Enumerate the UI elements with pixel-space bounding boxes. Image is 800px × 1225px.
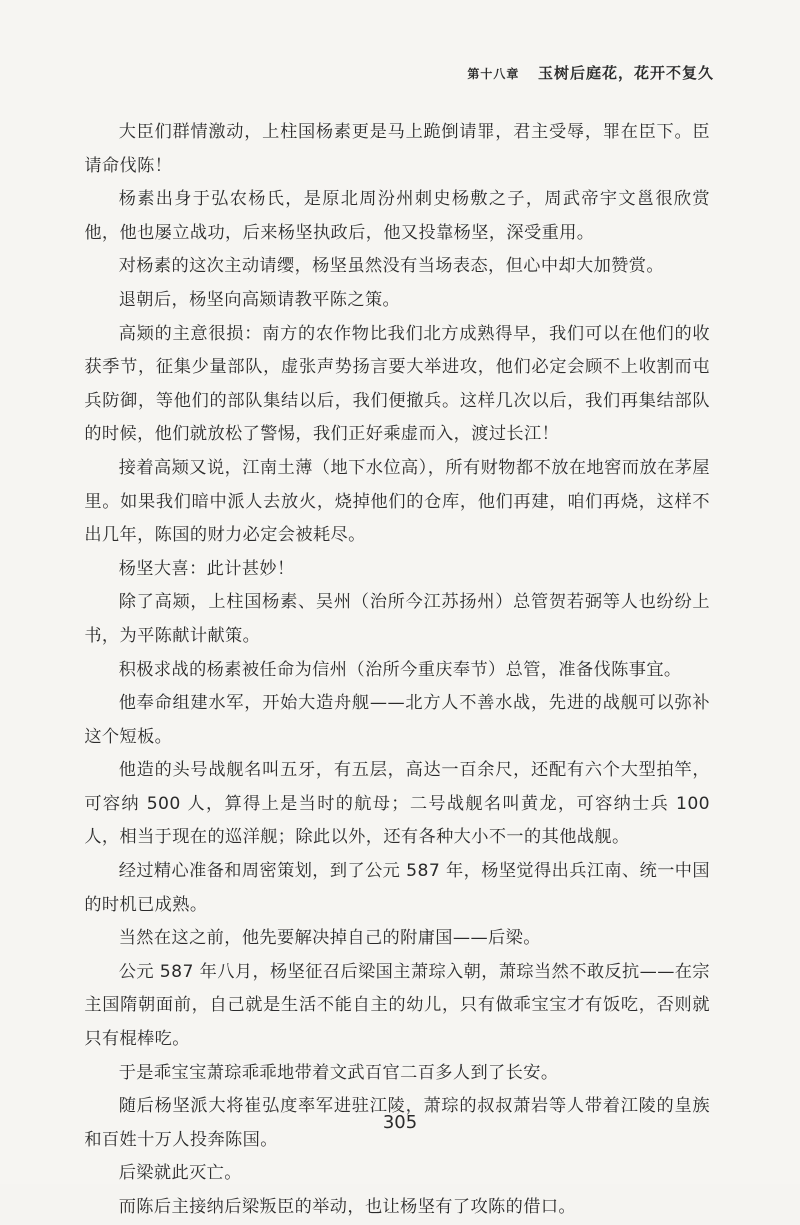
paragraph: 除了高颎，上柱国杨素、吴州（治所今江苏扬州）总管贺若弼等人也纷纷上书，为平陈献计献策。 xyxy=(84,592,710,646)
paragraph: 他造的头号战舰名叫五牙，有五层，高达一百余尺，还配有六个大型拍竿，可容纳 500 人，算得上是当时的航母；二号战舰名叫黄龙，可容纳士兵 100 人，相当于现在的巡洋舰；除此以外，还有各种大小不一的其他战舰。 xyxy=(84,760,710,848)
running-header xyxy=(467,62,714,83)
paragraph: 杨素出身于弘农杨氏，是原北周汾州刺史杨敷之子，周武帝宇文邕很欣赏他，他也屡立战功，后来杨坚执政后，他又投靠杨坚，深受重用。 xyxy=(84,189,710,243)
body-text xyxy=(84,116,710,1225)
paragraph: 后梁就此灭亡。 xyxy=(118,1163,242,1184)
paragraph: 当然在这之前，他先要解决掉自己的附庸国——后梁。 xyxy=(118,928,541,949)
paragraph: 他奉命组建水军，开始大造舟舰——北方人不善水战，先进的战舰可以弥补这个短板。 xyxy=(84,693,710,747)
paragraph: 杨坚大喜：此计甚妙！ xyxy=(118,558,295,579)
paragraph: 公元 587 年八月，杨坚征召后梁国主萧琮入朝，萧琮当然不敢反抗——在宗主国隋朝面前，自己就是生活不能自主的幼儿，只有做乖宝宝才有饭吃，否则就只有棍棒吃。 xyxy=(84,961,710,1050)
paragraph: 随后杨坚派大将崔弘度率军进驻江陵，萧琮的叔叔萧岩等人带着江陵的皇族和百姓十万人投奔陈国。 xyxy=(84,1096,710,1150)
paragraph: 积极求战的杨素被任命为信州（治所今重庆奉节）总管，准备伐陈事宜。 xyxy=(118,659,682,680)
paragraph: 接着高颎又说，江南土薄（地下水位高），所有财物都不放在地窖而放在茅屋里。如果我们暗中派人去放火，烧掉他们的仓库，他们再建，咱们再烧，这样不出几年，陈国的财力必定会被耗尽。 xyxy=(84,457,710,546)
chapter-title: 玉树后庭花，花开不复久 xyxy=(537,64,714,82)
paragraph: 退朝后，杨坚向高颎请教平陈之策。 xyxy=(118,289,401,310)
paragraph: 大臣们群情激动，上柱国杨素更是马上跪倒请罪，君主受辱，罪在臣下。臣请命伐陈！ xyxy=(84,122,710,176)
page-number: 305 xyxy=(382,1112,418,1133)
paragraph: 经过精心准备和周密策划，到了公元 587 年，杨坚觉得出兵江南、统一中国的时机已成熟。 xyxy=(84,861,710,915)
chapter-label: 第十八章 xyxy=(467,67,520,81)
paragraph: 而陈后主接纳后梁叛臣的举动，也让杨坚有了攻陈的借口。 xyxy=(118,1197,576,1217)
paragraph: 高颎的主意很损：南方的农作物比我们北方成熟得早，我们可以在他们的收获季节，征集少量部队，虚张声势扬言要大举进攻，他们必定会顾不上收割而屯兵防御，等他们的部队集结以后，我们便撤兵。这样几次以后，我们再集结部队的时候，他们就放松了警惕，我们正好乘虚而入，渡过长江！ xyxy=(84,323,710,445)
paragraph: 于是乖宝宝萧琮乖乖地带着文武百官二百多人到了长安。 xyxy=(118,1062,559,1083)
paragraph: 对杨素的这次主动请缨，杨坚虽然没有当场表态，但心中却大加赞赏。 xyxy=(118,256,664,277)
